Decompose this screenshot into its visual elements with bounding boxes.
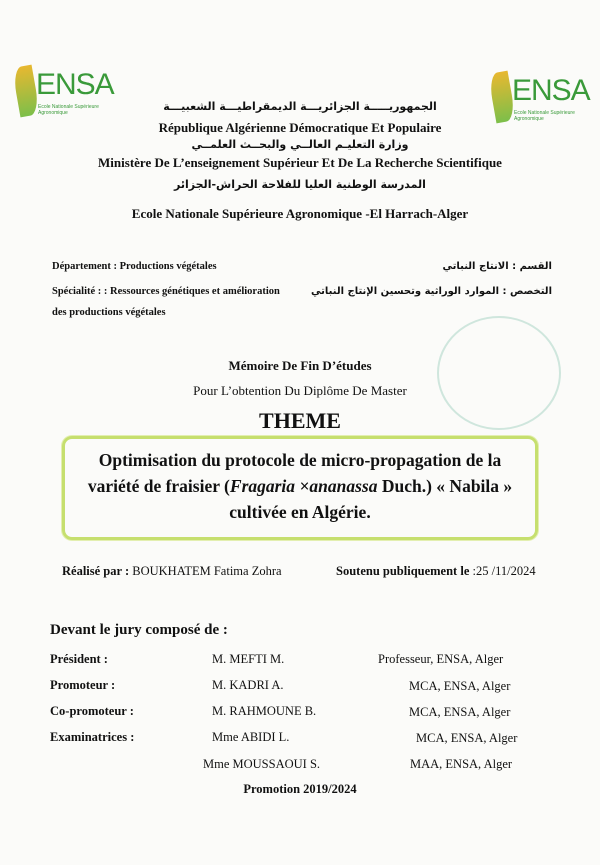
theme-line-1: Optimisation du protocole de micro-propagation de la [98,450,502,470]
theme-title [65,447,535,525]
ar-school: المدرسة الوطنية العليا للفلاحة الحراش-الجزائر [174,178,426,191]
fr-school: Ecole Nationale Supérieure Agronomique -El Harrach-Alger [131,206,469,221]
promotion: Promotion 2019/2024 [243,782,357,796]
soutenu [336,564,536,579]
memoire-title: Mémoire De Fin D’études [228,358,372,373]
fr-republic: République Algérienne Démocratique Et Populaire [158,120,442,135]
theme-line-2 [65,473,535,499]
jury-name: Mme MOUSSAOUI S. [203,757,321,771]
fr-ministry: Ministère De L’enseignement Supérieur Et De La Recherche Scientifique [98,155,502,170]
jury-heading: Devant le jury composé de : [50,622,228,638]
theme-line-2-pre: variété de fraisier ( [87,476,230,496]
author-name: BOUKHATEM Fatima Zohra [132,564,282,578]
jury-title: MCA, ENSA, Alger [409,705,511,719]
jury-name: M. KADRI A. [212,678,284,692]
jury-title: MCA, ENSA, Alger [416,731,518,745]
ar-ministry: وزارة التعليـم العالــي والبحــث العلمــي [191,138,409,151]
jury-name: M. RAHMOUNE B. [212,704,317,718]
jury-title: MAA, ENSA, Alger [410,757,513,771]
species-name: Fragaria ×ananassa [229,476,378,496]
defense-date: :25 /11/2024 [472,564,536,578]
theme-line-2-post: Duch.) « Nabila » [377,476,513,496]
theme-line-3: cultivée en Algérie. [229,502,371,522]
specialty-fr-2: des productions végétales [52,307,166,318]
jury-role: Examinatrices : [50,730,135,744]
ensa-logo-left: ENSA Ecole Nationale Supérieure Agronomique [14,66,109,126]
department-fr: Département : Productions végétales [52,261,217,272]
specialty-ar: التخصص : الموارد الوراثية وتحسين الإنتاج النباتي [311,286,552,297]
ensa-logo-right: ENSA Ecole Nationale Supérieure Agronomique [490,72,585,132]
jury-name: M. MEFTI M. [212,652,285,666]
realise-label: Réalisé par : [62,564,130,578]
jury-title: MCA, ENSA, Alger [409,679,511,693]
jury-name: Mme ABIDI L. [212,730,290,744]
specialty-fr-1: Spécialité : : Ressources génétiques et amélioration [52,286,280,297]
jury-title: Professeur, ENSA, Alger [378,652,504,666]
jury-role: Co-promoteur : [50,704,134,718]
theme-label: THEME [259,408,341,433]
memoire-subtitle: Pour L’obtention Du Diplôme De Master [193,383,407,398]
ar-republic: الجمهوريـــــة الجزائريـــة الديمقراطيـــة الشعبيـــة [163,100,437,113]
theme-box [62,436,538,540]
realise-par [62,564,282,579]
soutenu-label: Soutenu publiquement le [336,564,470,578]
jury-role: Promoteur : [50,678,116,692]
jury-role: Président : [50,652,108,666]
department-ar: القسم : الانتاج النباتي [442,261,552,272]
